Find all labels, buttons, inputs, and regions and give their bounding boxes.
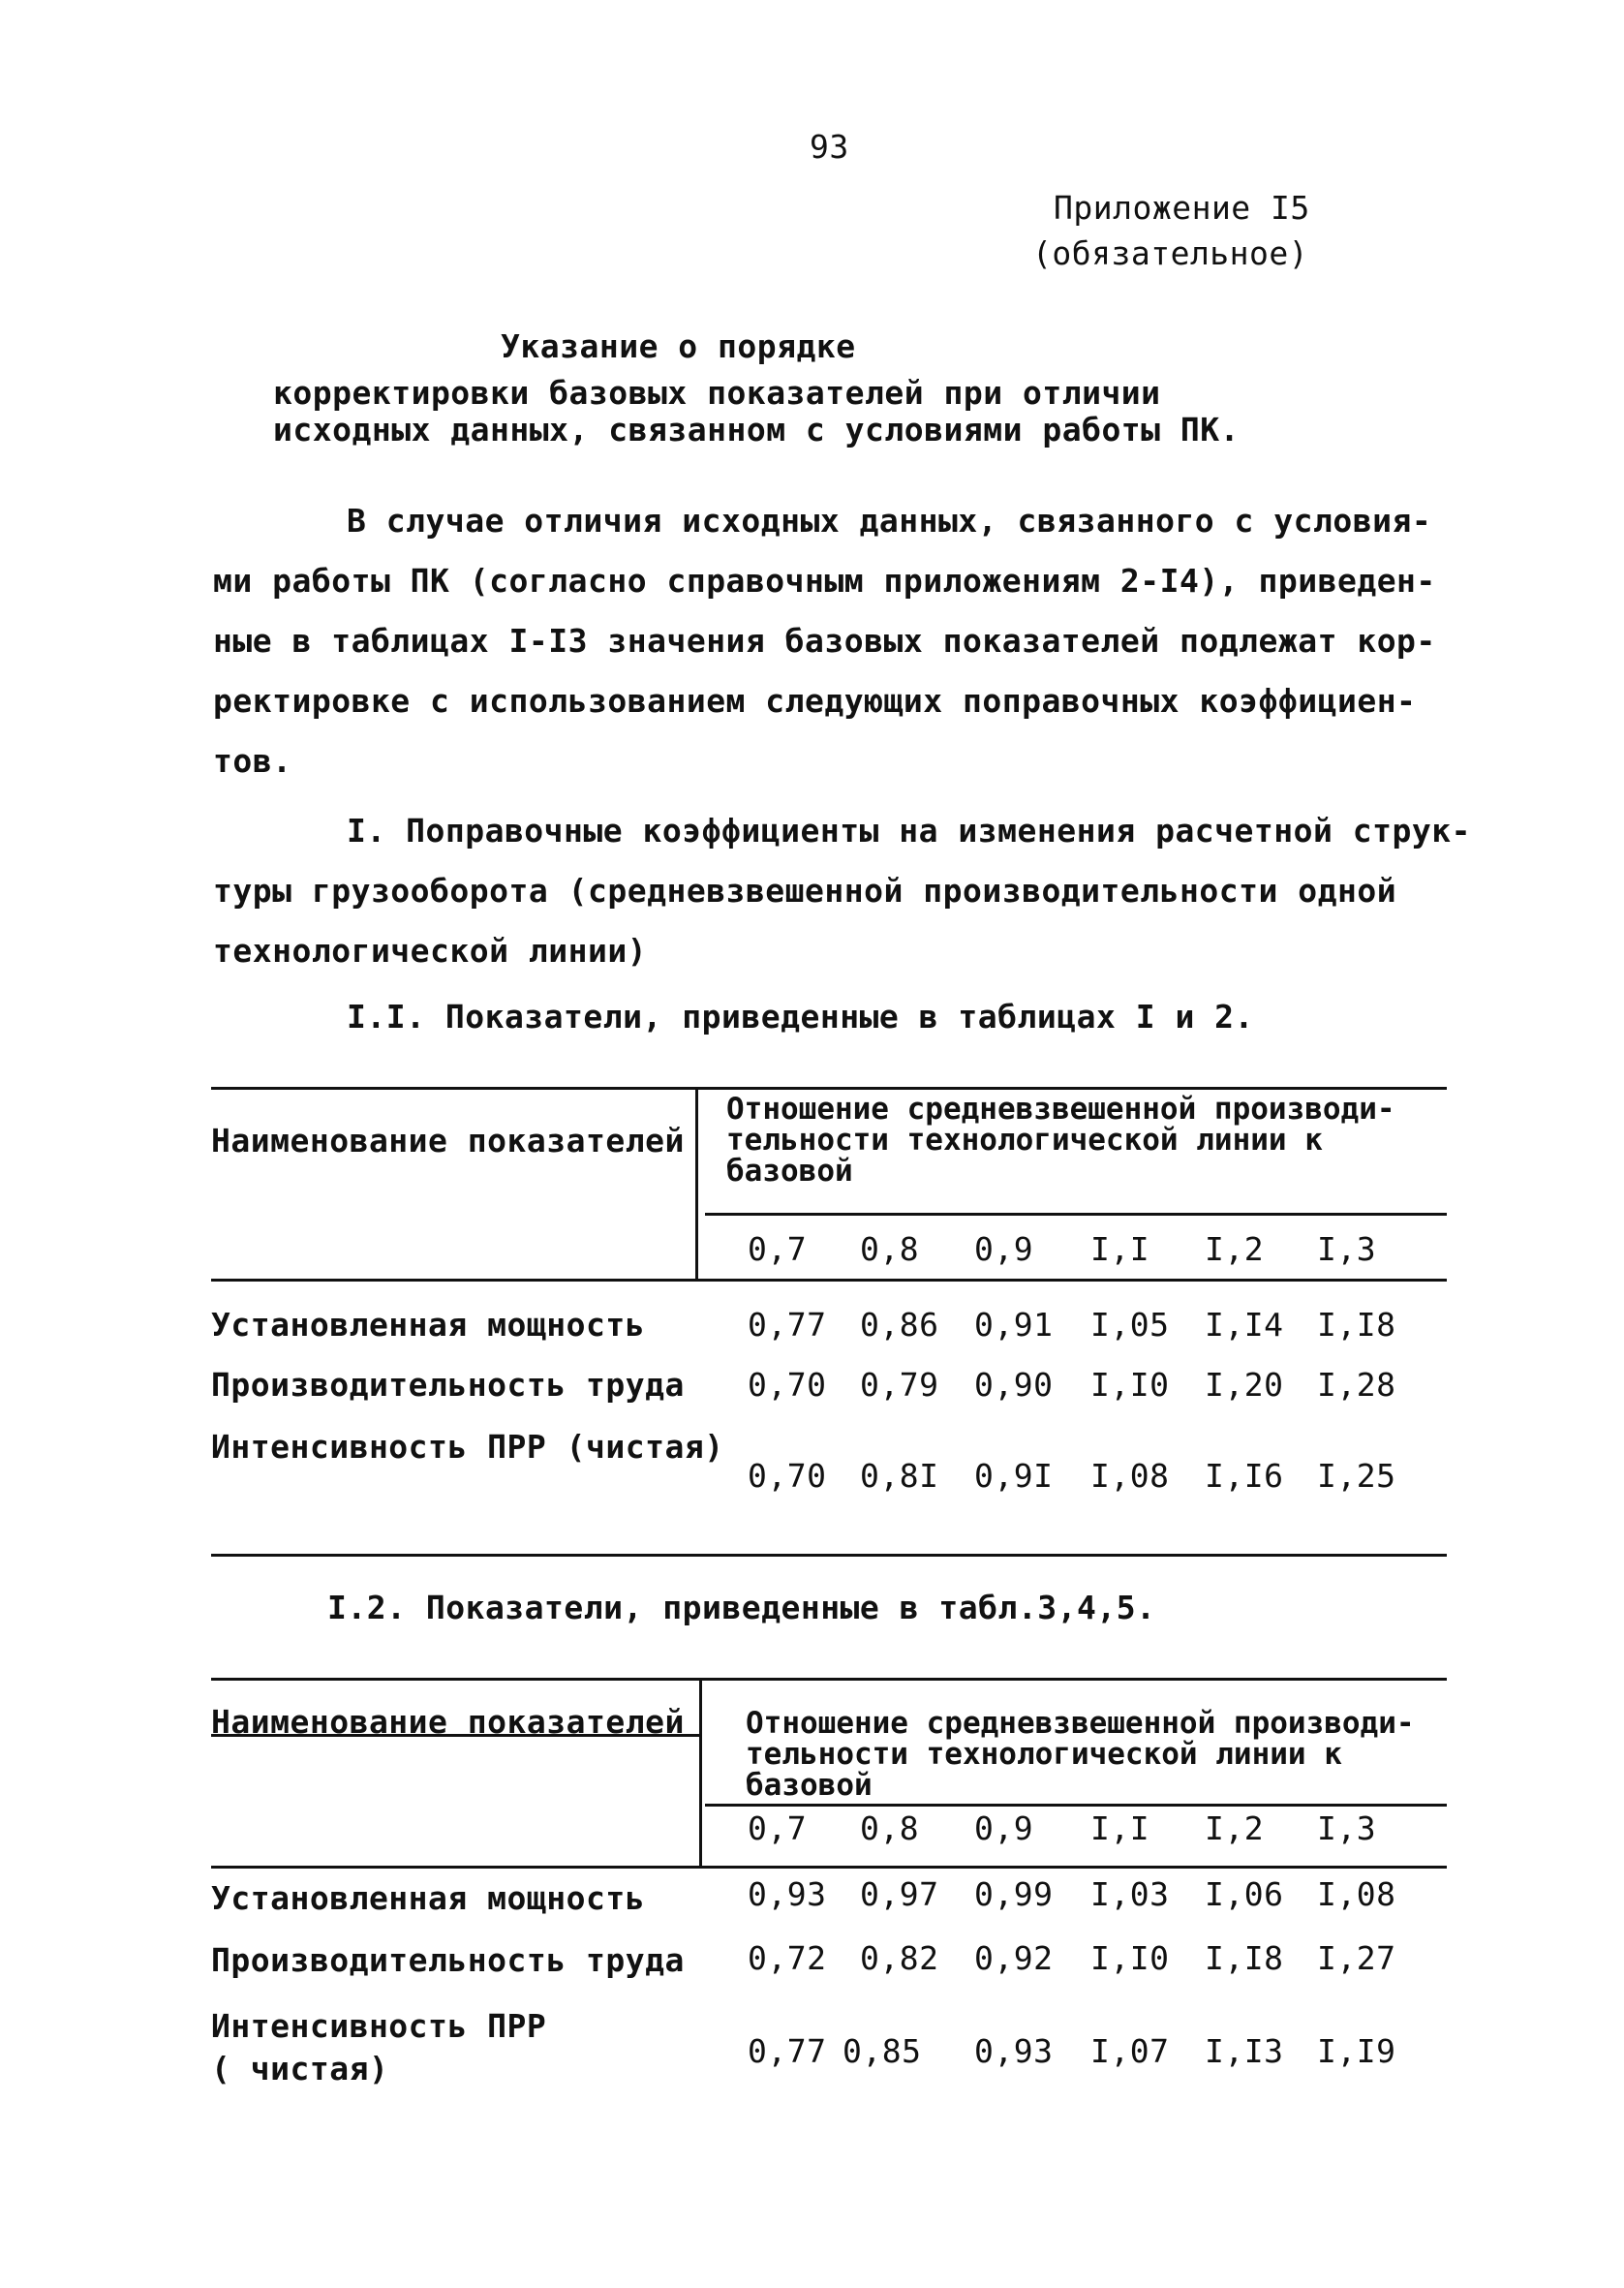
table1-cell: 0,79	[860, 1366, 939, 1404]
table2-column-divider	[699, 1678, 702, 1868]
table1-cell: 0,91	[974, 1306, 1054, 1344]
table1-cell: 0,77	[748, 1306, 827, 1344]
table2-top-rule	[211, 1678, 1447, 1681]
table2-col-header: I,2	[1205, 1809, 1265, 1847]
table2-cell: 0,99	[974, 1875, 1054, 1913]
table2-header-ratio: тельности технологической линии к	[746, 1737, 1342, 1772]
table2-cell: I,I9	[1317, 2032, 1396, 2070]
table2-subheader-rule	[705, 1804, 1447, 1807]
table1-cell: I,20	[1205, 1366, 1284, 1404]
table2-cell: 0,92	[974, 1939, 1054, 1977]
table1-col-header: 0,9	[974, 1230, 1034, 1268]
table1-top-rule	[211, 1087, 1447, 1090]
table1-caption: I.I. Показатели, приведенные в таблицах I и 2.	[347, 998, 1254, 1036]
table2-cell: I,27	[1317, 1939, 1396, 1977]
table1-row-name: Производительность труда	[211, 1366, 685, 1404]
heading-line-3: исходных данных, связанном с условиями работы ПК.	[273, 411, 1241, 448]
table2-header-name: Наименование показателей	[211, 1703, 685, 1741]
table1-header-ratio: базовой	[726, 1154, 853, 1189]
body-line: ные в таблицах I-I3 значения базовых показателей подлежат кор-	[213, 622, 1436, 660]
table2-cell: I,08	[1317, 1875, 1396, 1913]
table2-cell: I,03	[1090, 1875, 1170, 1913]
table2-row-name: Производительность труда	[211, 1941, 685, 1979]
appendix-status: (обязательное)	[1032, 234, 1309, 272]
page-number: 93	[810, 128, 849, 166]
table2-cell: 0,97	[860, 1875, 939, 1913]
table1-cell: 0,70	[748, 1366, 827, 1404]
table2-cell: 0,85	[843, 2032, 922, 2070]
table2-col-header: I,I	[1090, 1809, 1150, 1847]
table1-cell: I,I0	[1090, 1366, 1170, 1404]
table2-header-ratio: базовой	[746, 1768, 873, 1803]
table2-cell: I,07	[1090, 2032, 1170, 2070]
table1-header-rule	[211, 1279, 1447, 1282]
body-line: тов.	[213, 742, 292, 780]
table1-col-header: I,I	[1090, 1230, 1150, 1268]
heading-line-1: Указание о порядке	[501, 327, 856, 365]
table1-bottom-rule	[211, 1554, 1447, 1557]
table1-cell: I,I8	[1317, 1306, 1396, 1344]
table1-cell: 0,90	[974, 1366, 1054, 1404]
table2-cell: I,I3	[1205, 2032, 1284, 2070]
table1-cell: I,I4	[1205, 1306, 1284, 1344]
table2-row-name: ( чистая)	[211, 2050, 389, 2087]
table2-cell: 0,72	[748, 1939, 827, 1977]
appendix-label: Приложение I5	[1054, 189, 1310, 227]
table2-header-rule	[211, 1866, 1447, 1869]
table1-cell: I,05	[1090, 1306, 1170, 1344]
table2-cell: 0,82	[860, 1939, 939, 1977]
table2-col-header: 0,8	[860, 1809, 920, 1847]
table2-cell: 0,93	[748, 1875, 827, 1913]
table2-col-header: 0,9	[974, 1809, 1034, 1847]
table2-cell: 0,93	[974, 2032, 1054, 2070]
table1-header-name: Наименование показателей	[211, 1122, 685, 1159]
table2-cell: I,06	[1205, 1875, 1284, 1913]
table2-row-name: Установленная мощность	[211, 1879, 646, 1917]
table1-cell: 0,86	[860, 1306, 939, 1344]
table1-header-ratio: Отношение средневзвешенной производи-	[726, 1092, 1395, 1127]
table2-col-header: I,3	[1317, 1809, 1377, 1847]
section-line: I. Поправочные коэффициенты на изменения расчетной струк-	[347, 812, 1471, 850]
body-line: ми работы ПК (согласно справочным приложениям 2-I4), приведен-	[213, 562, 1436, 600]
table2-caption: I.2. Показатели, приведенные в табл.3,4,5.	[327, 1589, 1156, 1626]
table1-row-name: Установленная мощность	[211, 1306, 646, 1344]
table1-cell: 0,70	[748, 1457, 827, 1495]
table1-cell: 0,9I	[974, 1457, 1054, 1495]
table1-cell: 0,8I	[860, 1457, 939, 1495]
body-line: В случае отличия исходных данных, связанного с условия-	[347, 502, 1432, 540]
body-line: ректировке с использованием следующих поправочных коэффициен-	[213, 682, 1417, 720]
table2-cell: I,I0	[1090, 1939, 1170, 1977]
table2-row-name: Интенсивность ПРР	[211, 2007, 547, 2045]
table1-cell: I,28	[1317, 1366, 1396, 1404]
table2-cell: 0,77	[748, 2032, 827, 2070]
table1-col-header: 0,7	[748, 1230, 808, 1268]
section-line: туры грузооборота (средневзвешенной производительности одной	[213, 872, 1397, 910]
table1-col-header: 0,8	[860, 1230, 920, 1268]
table2-col-header: 0,7	[748, 1809, 808, 1847]
table1-cell: I,08	[1090, 1457, 1170, 1495]
table2-header-ratio: Отношение средневзвешенной производи-	[746, 1706, 1415, 1741]
table1-column-divider	[695, 1087, 698, 1281]
table1-col-header: I,3	[1317, 1230, 1377, 1268]
heading-line-2: корректировки базовых показателей при отличии	[273, 374, 1161, 412]
table1-subheader-rule	[705, 1213, 1447, 1216]
table1-cell: I,25	[1317, 1457, 1396, 1495]
table1-col-header: I,2	[1205, 1230, 1265, 1268]
section-line: технологической линии)	[213, 932, 648, 970]
table2-cell: I,I8	[1205, 1939, 1284, 1977]
table1-cell: I,I6	[1205, 1457, 1284, 1495]
table1-header-ratio: тельности технологической линии к	[726, 1123, 1323, 1158]
table1-row-name: Интенсивность ПРР (чистая)	[211, 1428, 724, 1466]
